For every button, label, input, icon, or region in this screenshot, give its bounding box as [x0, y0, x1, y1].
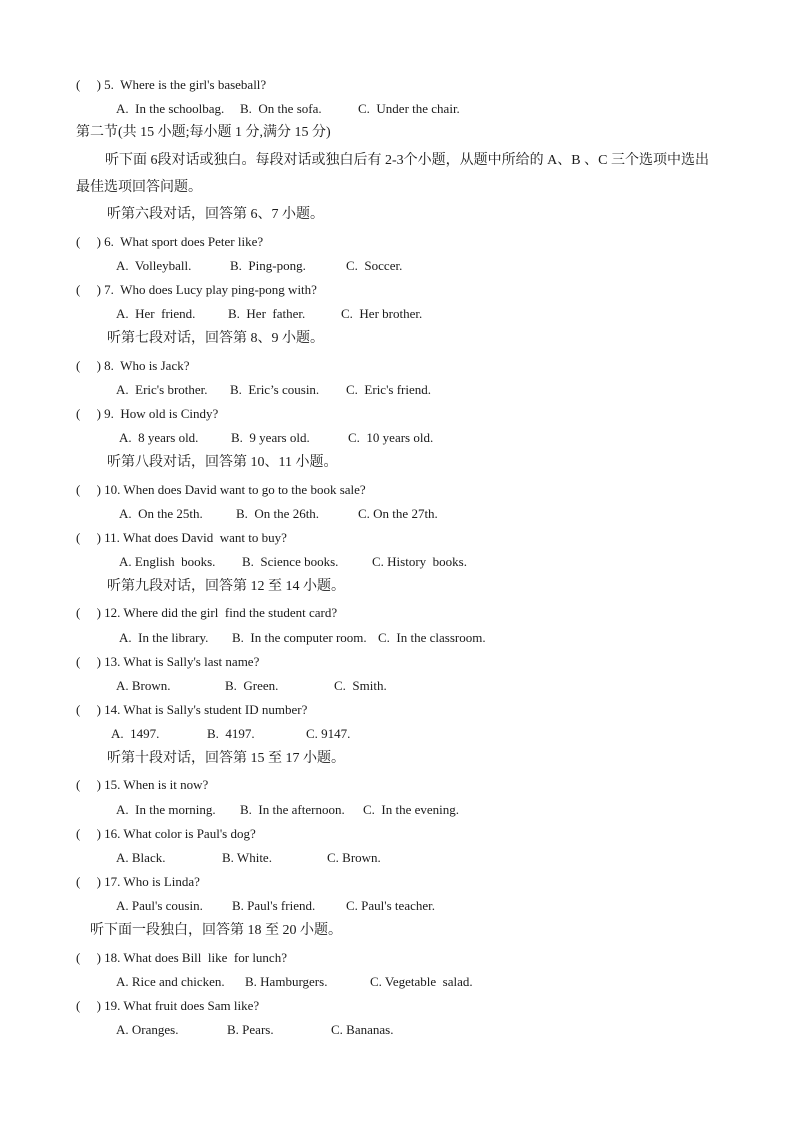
q18-option-b: B. Hamburgers.: [245, 974, 328, 989]
question-18: ( ) 18. What does Bill like for lunch?: [76, 950, 287, 965]
section-title: 第二节(共 15 小题;每小题 1 分,满分 15 分): [76, 125, 331, 140]
question-5: ( ) 5. Where is the girl's baseball?: [76, 77, 267, 92]
q15-option-c: C. In the evening.: [363, 802, 460, 817]
q10-option-a: A. On the 25th.: [119, 506, 203, 521]
q17-option-c: C. Paul's teacher.: [346, 898, 435, 913]
q12-option-c: C. In the classroom.: [378, 630, 486, 645]
dialog-10-label: 听第十段对话，回答第 15 至 17 小题。: [107, 751, 345, 766]
q11-option-c: C. History books.: [372, 554, 467, 569]
dialog-6-label: 听第六段对话，回答第 6、7 小题。: [107, 207, 324, 222]
dialog-7-label: 听第七段对话，回答第 8、9 小题。: [107, 331, 324, 346]
q8-option-c: C. Eric's friend.: [346, 382, 432, 397]
q16-option-a: A. Black.: [116, 850, 166, 865]
q16-option-c: C. Brown.: [327, 850, 381, 865]
q17-option-a: A. Paul's cousin.: [116, 898, 203, 913]
q19-option-b: B. Pears.: [227, 1022, 274, 1037]
q19-option-c: C. Bananas.: [331, 1022, 394, 1037]
question-16: ( ) 16. What color is Paul's dog?: [76, 826, 256, 841]
q18-option-c: C. Vegetable salad.: [370, 974, 473, 989]
q13-option-c: C. Smith.: [334, 678, 387, 693]
section-instruction-line1: 听下面 6段对话或独白。每段对话或独白后有 2-3个小题，从题中所给的 A、B 、C 三个选项中选出: [105, 153, 709, 168]
q10-option-c: C. On the 27th.: [358, 506, 438, 521]
dialog-8-label: 听第八段对话，回答第 10、11 小题。: [107, 455, 338, 470]
question-8: ( ) 8. Who is Jack?: [76, 358, 190, 373]
q16-option-b: B. White.: [222, 850, 272, 865]
monologue-label: 听下面一段独白，回答第 18 至 20 小题。: [90, 923, 342, 938]
q19-option-a: A. Oranges.: [116, 1022, 179, 1037]
q11-option-b: B. Science books.: [242, 554, 339, 569]
q9-option-b: B. 9 years old.: [231, 430, 310, 445]
q15-option-a: A. In the morning.: [116, 802, 216, 817]
question-19: ( ) 19. What fruit does Sam like?: [76, 998, 260, 1013]
q7-option-b: B. Her father.: [228, 306, 306, 321]
question-9: ( ) 9. How old is Cindy?: [76, 406, 219, 421]
question-13: ( ) 13. What is Sally's last name?: [76, 654, 260, 669]
q8-option-b: B. Eric’s cousin.: [230, 382, 320, 397]
q5-option-c: C. Under the chair.: [358, 101, 460, 116]
question-6: ( ) 6. What sport does Peter like?: [76, 234, 264, 249]
q6-option-b: B. Ping-pong.: [230, 258, 306, 273]
question-14: ( ) 14. What is Sally's student ID number?: [76, 702, 308, 717]
question-17: ( ) 17. Who is Linda?: [76, 874, 200, 889]
q13-option-a: A. Brown.: [116, 678, 171, 693]
q17-option-b: B. Paul's friend.: [232, 898, 316, 913]
q9-option-a: A. 8 years old.: [119, 430, 199, 445]
q8-option-a: A. Eric's brother.: [116, 382, 208, 397]
q6-option-a: A. Volleyball.: [116, 258, 192, 273]
section-instruction-line2: 最佳选项回答问题。: [76, 180, 202, 195]
q5-option-b: B. On the sofa.: [240, 101, 322, 116]
q14-option-c: C. 9147.: [306, 726, 351, 741]
q11-option-a: A. English books.: [119, 554, 216, 569]
q18-option-a: A. Rice and chicken.: [116, 974, 225, 989]
q6-option-c: C. Soccer.: [346, 258, 403, 273]
question-7: ( ) 7. Who does Lucy play ping-pong with?: [76, 282, 317, 297]
q14-option-b: B. 4197.: [207, 726, 255, 741]
q5-option-a: A. In the schoolbag.: [116, 101, 225, 116]
question-15: ( ) 15. When is it now?: [76, 777, 209, 792]
q9-option-c: C. 10 years old.: [348, 430, 434, 445]
q12-option-a: A. In the library.: [119, 630, 209, 645]
q7-option-c: C. Her brother.: [341, 306, 423, 321]
dialog-9-label: 听第九段对话，回答第 12 至 14 小题。: [107, 579, 345, 594]
q13-option-b: B. Green.: [225, 678, 279, 693]
q14-option-a: A. 1497.: [111, 726, 160, 741]
q7-option-a: A. Her friend.: [116, 306, 196, 321]
question-12: ( ) 12. Where did the girl find the student card?: [76, 605, 338, 620]
q15-option-b: B. In the afternoon.: [240, 802, 345, 817]
question-11: ( ) 11. What does David want to buy?: [76, 530, 287, 545]
question-10: ( ) 10. When does David want to go to the book sale?: [76, 482, 366, 497]
q10-option-b: B. On the 26th.: [236, 506, 320, 521]
q12-option-b: B. In the computer room.: [232, 630, 367, 645]
